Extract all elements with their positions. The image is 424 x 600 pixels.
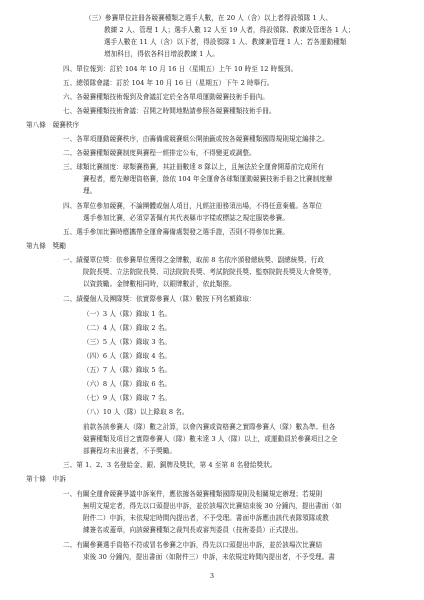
- text-line: 三、第 1、2、3 名發給金、銀、銅牌及獎狀，第 4 至第 8 名發給獎狀。: [63, 461, 277, 469]
- text-line: 二、各競賽種類競賽制度與賽程一經排定公布，不得變更或調整。: [63, 149, 256, 157]
- text-line: 賽程者，應先辦理資格賽，餘依 104 年全運會各球類運動競賽技術手冊之比賽制度辦: [83, 175, 333, 183]
- text-line: 第九條 獎勵: [26, 242, 66, 250]
- text-line: （四）6 人（隊）錄取 4 名。: [83, 352, 172, 360]
- text-line: 理。: [83, 187, 97, 195]
- text-line: 三、球類比賽制度：球類賽務賽，其註冊數達 8 隊以上，且無法於全運會開幕前完成所有: [63, 163, 324, 171]
- text-line: 選手人數在 11 人（含）以下者，得設領隊 1 人、教練兼管理 1 人；若各運動種類: [104, 38, 347, 46]
- text-line: （七）9 人（隊）錄取 7 名。: [83, 394, 172, 402]
- text-line: （一）3 人（隊）錄取 1 名。: [83, 310, 172, 318]
- text-line: 四、各單位參加競賽，不論團體或個人項目，凡經註冊務須出場，不得任意棄權。各單位: [63, 202, 323, 210]
- text-line: （三）參賽單位註冊各競賽種類之選手人數，在 20 人（含）以上者得設領隊 1 人、: [85, 14, 333, 22]
- text-line: 第十條 申訴: [26, 475, 66, 483]
- text-line: 二、績優個人及團隊獎：依實際參賽人（隊）數按下列名額錄取：: [63, 295, 256, 303]
- text-line: 練簽名或蓋章，向該競賽種類之裁判長或審判委員（技術委員）正式提出。: [83, 526, 303, 534]
- text-line: 前款各該參賽人（隊）數之計算，以會內賽或資格賽之實際參賽人（隊）數為準。但各: [83, 423, 336, 431]
- text-line: 束後 30 分鐘內，提出書面（如附件三）申訴，未依規定時間內提出者，不予受理。書: [83, 553, 335, 561]
- text-line: （五）7 人（隊）錄取 5 名。: [83, 366, 172, 374]
- text-line: 七、各競賽種類技術會議：召開之時間地點請參照各競賽種類技術手冊。: [63, 107, 276, 115]
- text-line: 教練 2 人、管理 1 人；選手人數 12 人至 19 人者，得設領隊、教練及管理各 1 人；: [104, 26, 355, 34]
- text-line: 院院長獎、立法院院長獎、司法院院長獎、考試院院長獎、監察院院長獎及大會獎等，: [83, 268, 336, 276]
- text-line: 一、績優單位獎：依參賽單位獲得之金牌數，取前 8 名依序頒發總統獎、副總統獎、行政: [63, 256, 324, 264]
- text-line: 增加科目，得依各科目增設教練 1 人。: [104, 50, 219, 58]
- text-line: 一、各單項運動競賽秩序，由籌備處競賽組公開抽籤或按各競賽種類國際規則規定編排之。: [63, 135, 329, 143]
- text-line: 五、選手參加比賽時應攜帶全運會籌備處製發之選手證，否則不得參加比賽。: [63, 228, 289, 236]
- text-line: 二、有關參賽選手資格不符或冒名參賽之申訴，得先以口頭提出申訴，並於該場次比賽結: [63, 541, 323, 549]
- text-line: 第八條 競賽秩序: [26, 121, 80, 129]
- text-line: 以資鼓勵。金牌數相同時，以銀牌數計，依此類推。: [83, 280, 236, 288]
- text-line: 六、各競賽種類技術報到及會議訂定於全各單項運動競賽技術手冊內。: [63, 93, 269, 101]
- text-line: 附件二）申訴，未依規定時間內提出者，不予受理。書面申訴應由該代表隊領隊或教: [83, 514, 329, 522]
- text-line: 一、有關全運會競賽爭議申訴案件，應依據各競賽種類國際規則及相關規定辦理；若規則: [63, 490, 323, 498]
- text-line: （三）5 人（隊）錄取 3 名。: [83, 338, 172, 346]
- text-line: （六）8 人（隊）錄取 6 名。: [83, 380, 172, 388]
- text-line: 部賽程均未出賽者，不予獎勵。: [83, 447, 177, 455]
- text-line: 五、總領隊會議：訂於 104 年 10 月 16 日（星期五）下午 2 時舉行。: [63, 79, 274, 87]
- text-line: 四、單位報到：訂於 104 年 10 月 16 日（星期五）上午 10 時至 12 時報到。: [63, 65, 298, 73]
- text-line: （二）4 人（隊）錄取 2 名。: [83, 324, 172, 332]
- text-line: （八）10 人（隊）以上錄取 8 名。: [83, 408, 189, 416]
- page-number: 3: [209, 572, 215, 580]
- text-line: 無明文規定者，得先以口頭提出申訴，並於該場次比賽結束後 30 分鐘內，提出書面（如: [83, 502, 342, 510]
- text-line: 競賽種類及項目之實際參賽人（隊）數未達 3 人（隊）以上，或運動員於參賽項目之全: [83, 435, 338, 443]
- text-line: 選手參加比賽，必須穿著佩有其代表縣市字樣或標誌之規定服裝參賽。: [83, 214, 289, 222]
